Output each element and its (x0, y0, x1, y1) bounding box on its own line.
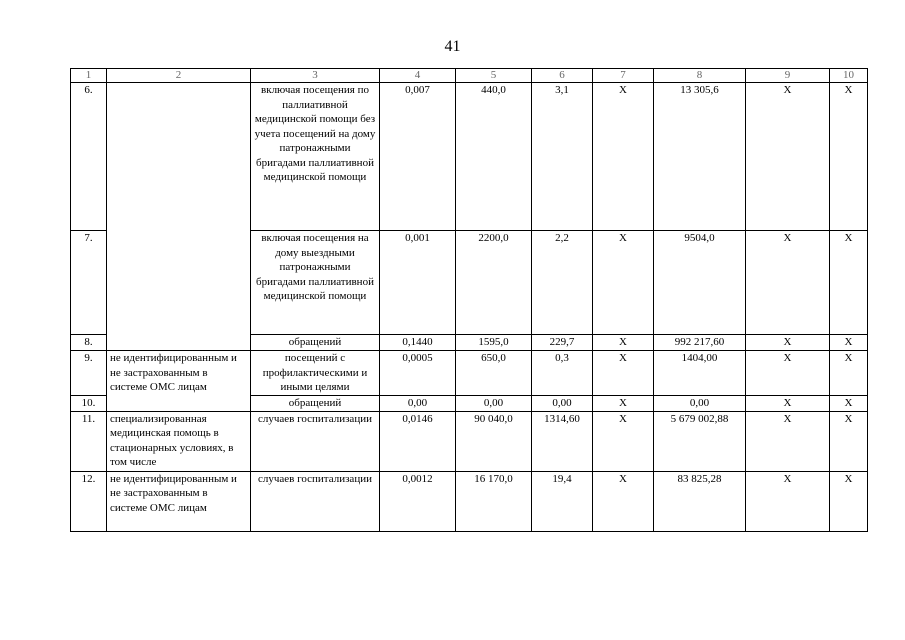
value-cell: 16 170,0 (456, 471, 532, 531)
unit-cell: случаев госпитализации (251, 411, 380, 471)
value-cell: Х (746, 335, 830, 351)
value-cell: 1595,0 (456, 335, 532, 351)
table-row (71, 411, 868, 471)
row-number: 11. (71, 411, 107, 471)
value-cell: Х (746, 395, 830, 411)
value-cell: Х (746, 83, 830, 231)
value-cell: 13 305,6 (654, 83, 746, 231)
value-cell: 1404,00 (654, 351, 746, 396)
value-cell: 2,2 (532, 231, 593, 335)
table-row (71, 351, 868, 396)
row-number: 12. (71, 471, 107, 531)
value-cell: Х (746, 231, 830, 335)
unit-cell: случаев госпитализации (251, 471, 380, 531)
row-label: специализированная медицинская помощь в стационарных условиях, в том числе (107, 411, 251, 471)
value-cell: 650,0 (456, 351, 532, 396)
value-cell: Х (830, 395, 868, 411)
unit-cell: обращений (251, 335, 380, 351)
header-cell: 7 (593, 69, 654, 83)
value-cell: 19,4 (532, 471, 593, 531)
value-cell: Х (593, 471, 654, 531)
value-cell: 0,1440 (380, 335, 456, 351)
unit-cell: посещений с профилактическими и иными целями (251, 351, 380, 396)
page-number: 41 (444, 38, 461, 55)
header-cell: 8 (654, 69, 746, 83)
header-cell: 1 (71, 69, 107, 83)
value-cell: Х (830, 231, 868, 335)
value-cell: 5 679 002,88 (654, 411, 746, 471)
value-cell: 0,00 (380, 395, 456, 411)
table-row (71, 471, 868, 531)
header-cell: 2 (107, 69, 251, 83)
row-number: 10. (71, 395, 107, 411)
value-cell: Х (593, 351, 654, 396)
unit-cell: включая посещения по паллиативной медицинской помощи без учета посещений на дому патронажными бригадами паллиативной медицинской помощи (251, 83, 380, 231)
value-cell: 0,00 (456, 395, 532, 411)
value-cell: Х (830, 335, 868, 351)
value-cell: 229,7 (532, 335, 593, 351)
row-label: не идентифицированным и не застрахованным в системе ОМС лицам (107, 351, 251, 412)
header-cell: 4 (380, 69, 456, 83)
value-cell: Х (593, 231, 654, 335)
value-cell: Х (830, 83, 868, 231)
row-number: 9. (71, 351, 107, 396)
value-cell: 992 217,60 (654, 335, 746, 351)
value-cell: Х (593, 395, 654, 411)
value-cell: 0,00 (532, 395, 593, 411)
row-number: 6. (71, 83, 107, 231)
value-cell: Х (830, 351, 868, 396)
value-cell: 1314,60 (532, 411, 593, 471)
value-cell: Х (593, 335, 654, 351)
value-cell: 440,0 (456, 83, 532, 231)
value-cell: Х (593, 411, 654, 471)
header-cell: 3 (251, 69, 380, 83)
value-cell: 0,00 (654, 395, 746, 411)
value-cell: 2200,0 (456, 231, 532, 335)
value-cell: 0,0005 (380, 351, 456, 396)
value-cell: 90 040,0 (456, 411, 532, 471)
value-cell: Х (830, 411, 868, 471)
value-cell: Х (746, 351, 830, 396)
medical-care-table (70, 68, 868, 532)
row-number: 8. (71, 335, 107, 351)
unit-cell: обращений (251, 395, 380, 411)
value-cell: Х (746, 471, 830, 531)
header-cell: 10 (830, 69, 868, 83)
value-cell: 83 825,28 (654, 471, 746, 531)
row-label-empty (107, 83, 251, 351)
value-cell: Х (746, 411, 830, 471)
value-cell: 0,001 (380, 231, 456, 335)
value-cell: 0,0146 (380, 411, 456, 471)
value-cell: 0,007 (380, 83, 456, 231)
value-cell: 3,1 (532, 83, 593, 231)
header-row (71, 69, 868, 83)
header-cell: 6 (532, 69, 593, 83)
row-number: 7. (71, 231, 107, 335)
value-cell: 9504,0 (654, 231, 746, 335)
value-cell: 0,3 (532, 351, 593, 396)
unit-cell: включая посещения на дому выездными патронажными бригадами паллиативной медицинской помощи (251, 231, 380, 335)
header-cell: 5 (456, 69, 532, 83)
row-label: не идентифицированным и не застрахованным в системе ОМС лицам (107, 471, 251, 531)
value-cell: Х (830, 471, 868, 531)
value-cell: 0,0012 (380, 471, 456, 531)
table-row (71, 83, 868, 231)
header-cell: 9 (746, 69, 830, 83)
value-cell: Х (593, 83, 654, 231)
